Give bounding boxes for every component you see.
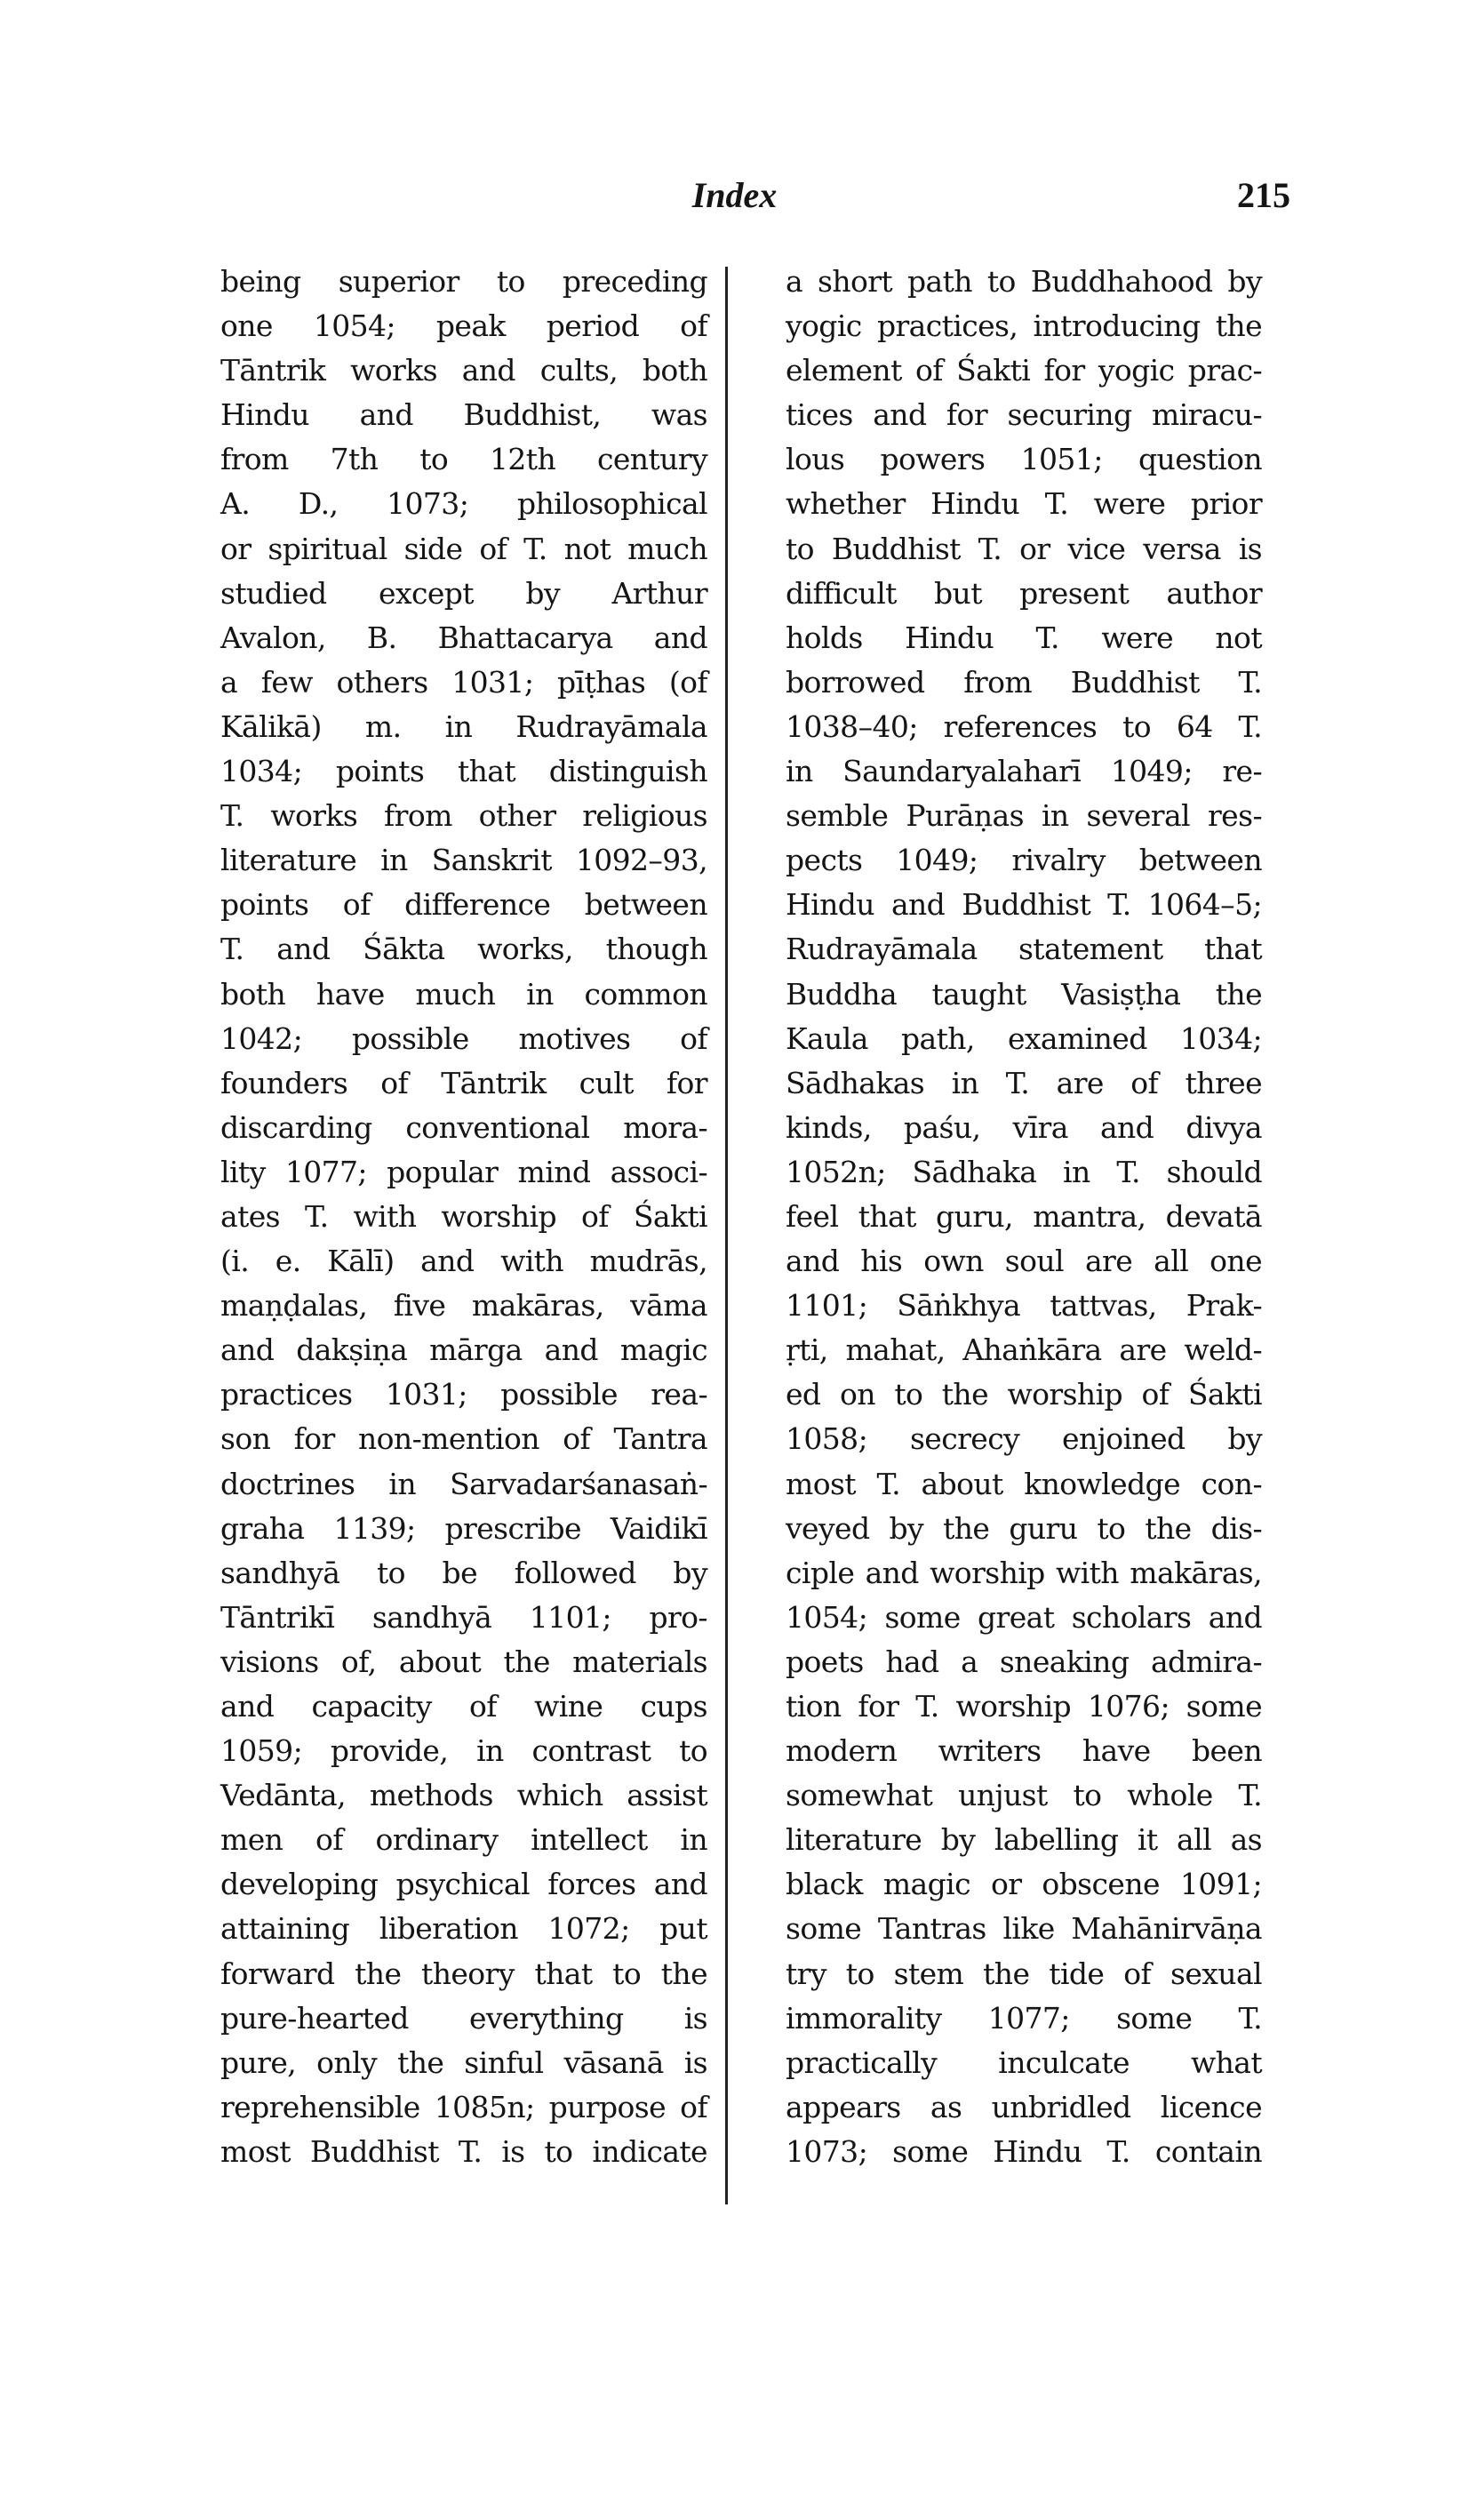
index-text-line: tices and for securing miracu- [786, 397, 1262, 433]
index-text-line: ciple and worship with makāras, [786, 1555, 1262, 1590]
index-text-line: literature by labelling it all as [786, 1822, 1262, 1858]
index-text-line: veyed by the guru to the dis- [786, 1510, 1262, 1546]
index-text-line: appears as unbridled licence [786, 2089, 1262, 2124]
index-text-line: maṇḍalas, five makāras, vāma [220, 1288, 707, 1324]
index-text-line: discarding conventional mora- [220, 1109, 707, 1145]
index-text-line: to Buddhist T. or vice versa is [786, 531, 1262, 566]
column-divider [725, 267, 728, 2204]
index-text-line: founders of Tāntrik cult for [220, 1065, 707, 1100]
index-text-line: son for non-mention of Tantra [220, 1421, 707, 1457]
index-text-line: 1058; secrecy enjoined by [786, 1421, 1262, 1457]
index-text-line: pure-hearted everything is [220, 2000, 707, 2036]
index-text-line: reprehensible 1085n; purpose of [220, 2089, 707, 2124]
index-text-line: forward the theory that to the [220, 1956, 707, 1991]
index-text-line: ṛti, mahat, Ahaṅkāra are weld- [786, 1332, 1262, 1368]
index-text-line: Buddha taught Vasiṣṭha the [786, 976, 1262, 1012]
index-text-line: practices 1031; possible rea- [220, 1377, 707, 1412]
index-text-line: 1038–40; references to 64 T. [786, 708, 1262, 744]
index-text-line: some Tantras like Mahānirvāṇa [786, 1911, 1262, 1947]
index-text-line: and capacity of wine cups [220, 1689, 707, 1724]
index-text-line: a few others 1031; pīṭhas (of [220, 664, 707, 700]
index-text-line: try to stem the tide of sexual [786, 1956, 1262, 1991]
running-head-title: Index [691, 175, 778, 215]
index-text-line: T. works from other religious [220, 798, 707, 834]
index-text-line: men of ordinary intellect in [220, 1822, 707, 1858]
index-text-line: pects 1049; rivalry between [786, 843, 1262, 878]
index-text-line: and dakṣiṇa mārga and magic [220, 1332, 707, 1368]
index-text-line: Sādhakas in T. are of three [786, 1065, 1262, 1100]
index-text-line: practically inculcate what [786, 2044, 1262, 2080]
index-text-line: ates T. with worship of Śakti [220, 1198, 707, 1234]
index-text-line: element of Śakti for yogic prac- [786, 353, 1262, 388]
index-text-line: graha 1139; prescribe Vaidikī [220, 1510, 707, 1546]
index-text-line: 1042; possible motives of [220, 1020, 707, 1056]
index-text-line: points of difference between [220, 887, 707, 923]
index-text-line: Vedānta, methods which assist [220, 1778, 707, 1813]
index-text-line: literature in Sanskrit 1092–93, [220, 843, 707, 878]
index-text-line: difficult but present author [786, 575, 1262, 611]
index-text-line: Tāntrikī sandhyā 1101; pro- [220, 1599, 707, 1635]
index-text-line: whether Hindu T. were prior [786, 486, 1262, 522]
index-text-line: visions of, about the materials [220, 1644, 707, 1679]
index-text-line: most T. about knowledge con- [786, 1466, 1262, 1501]
index-text-line: 1054; some great scholars and [786, 1599, 1262, 1635]
index-text-line: doctrines in Sarvadarśanasaṅ- [220, 1466, 707, 1501]
index-text-line: black magic or obscene 1091; [786, 1867, 1262, 1902]
index-text-line: from 7th to 12th century [220, 442, 707, 477]
index-text-line: somewhat unjust to whole T. [786, 1778, 1262, 1813]
index-text-line: and his own soul are all one [786, 1244, 1262, 1279]
index-text-line: immorality 1077; some T. [786, 2000, 1262, 2036]
index-text-line: 1034; points that distinguish [220, 754, 707, 789]
index-text-line: developing psychical forces and [220, 1867, 707, 1902]
index-text-line: Hindu and Buddhist, was [220, 397, 707, 433]
index-text-line: Tāntrik works and cults, both [220, 353, 707, 388]
index-text-line: kinds, paśu, vīra and divya [786, 1109, 1262, 1145]
index-text-line: 1052n; Sādhaka in T. should [786, 1154, 1262, 1189]
index-text-line: poets had a sneaking admira- [786, 1644, 1262, 1679]
index-text-line: being superior to preceding [220, 264, 707, 299]
page-number: 215 [1237, 175, 1290, 215]
index-text-line: holds Hindu T. were not [786, 620, 1262, 655]
index-text-line: lous powers 1051; question [786, 442, 1262, 477]
index-text-line: 1073; some Hindu T. contain [786, 2133, 1262, 2169]
index-text-line: attaining liberation 1072; put [220, 1911, 707, 1947]
index-text-line: one 1054; peak period of [220, 308, 707, 344]
index-text-line: or spiritual side of T. not much [220, 531, 707, 566]
index-text-line: a short path to Buddhahood by [786, 264, 1262, 299]
index-text-line: studied except by Arthur [220, 575, 707, 611]
index-text-line: in Saundaryalaharī 1049; re- [786, 754, 1262, 789]
index-column-left [220, 260, 707, 2174]
index-text-line: feel that guru, mantra, devatā [786, 1198, 1262, 1234]
index-text-line: modern writers have been [786, 1733, 1262, 1769]
index-text-line: pure, only the sinful vāsanā is [220, 2044, 707, 2080]
index-text-line: borrowed from Buddhist T. [786, 664, 1262, 700]
index-text-line: sandhyā to be followed by [220, 1555, 707, 1590]
index-text-line: Kaula path, examined 1034; [786, 1020, 1262, 1056]
index-text-line: tion for T. worship 1076; some [786, 1689, 1262, 1724]
index-text-line: 1101; Sāṅkhya tattvas, Prak- [786, 1288, 1262, 1324]
index-text-line: yogic practices, introducing the [786, 308, 1262, 344]
index-text-line: both have much in common [220, 976, 707, 1012]
index-text-line: Avalon, B. Bhattacarya and [220, 620, 707, 655]
index-text-line: lity 1077; popular mind associ- [220, 1154, 707, 1189]
index-text-line: semble Purāṇas in several res- [786, 798, 1262, 834]
index-text-line: T. and Śākta works, though [220, 932, 707, 967]
index-text-line: (i. e. Kālī) and with mudrās, [220, 1244, 707, 1279]
index-text-line: most Buddhist T. is to indicate [220, 2133, 707, 2169]
index-text-line: A. D., 1073; philosophical [220, 486, 707, 522]
index-text-line: Kālikā) m. in Rudrayāmala [220, 708, 707, 744]
index-column-right [786, 260, 1262, 2174]
index-text-line: Hindu and Buddhist T. 1064–5; [786, 887, 1262, 923]
index-text-line: Rudrayāmala statement that [786, 932, 1262, 967]
index-text-line: ed on to the worship of Śakti [786, 1377, 1262, 1412]
index-text-line: 1059; provide, in contrast to [220, 1733, 707, 1769]
